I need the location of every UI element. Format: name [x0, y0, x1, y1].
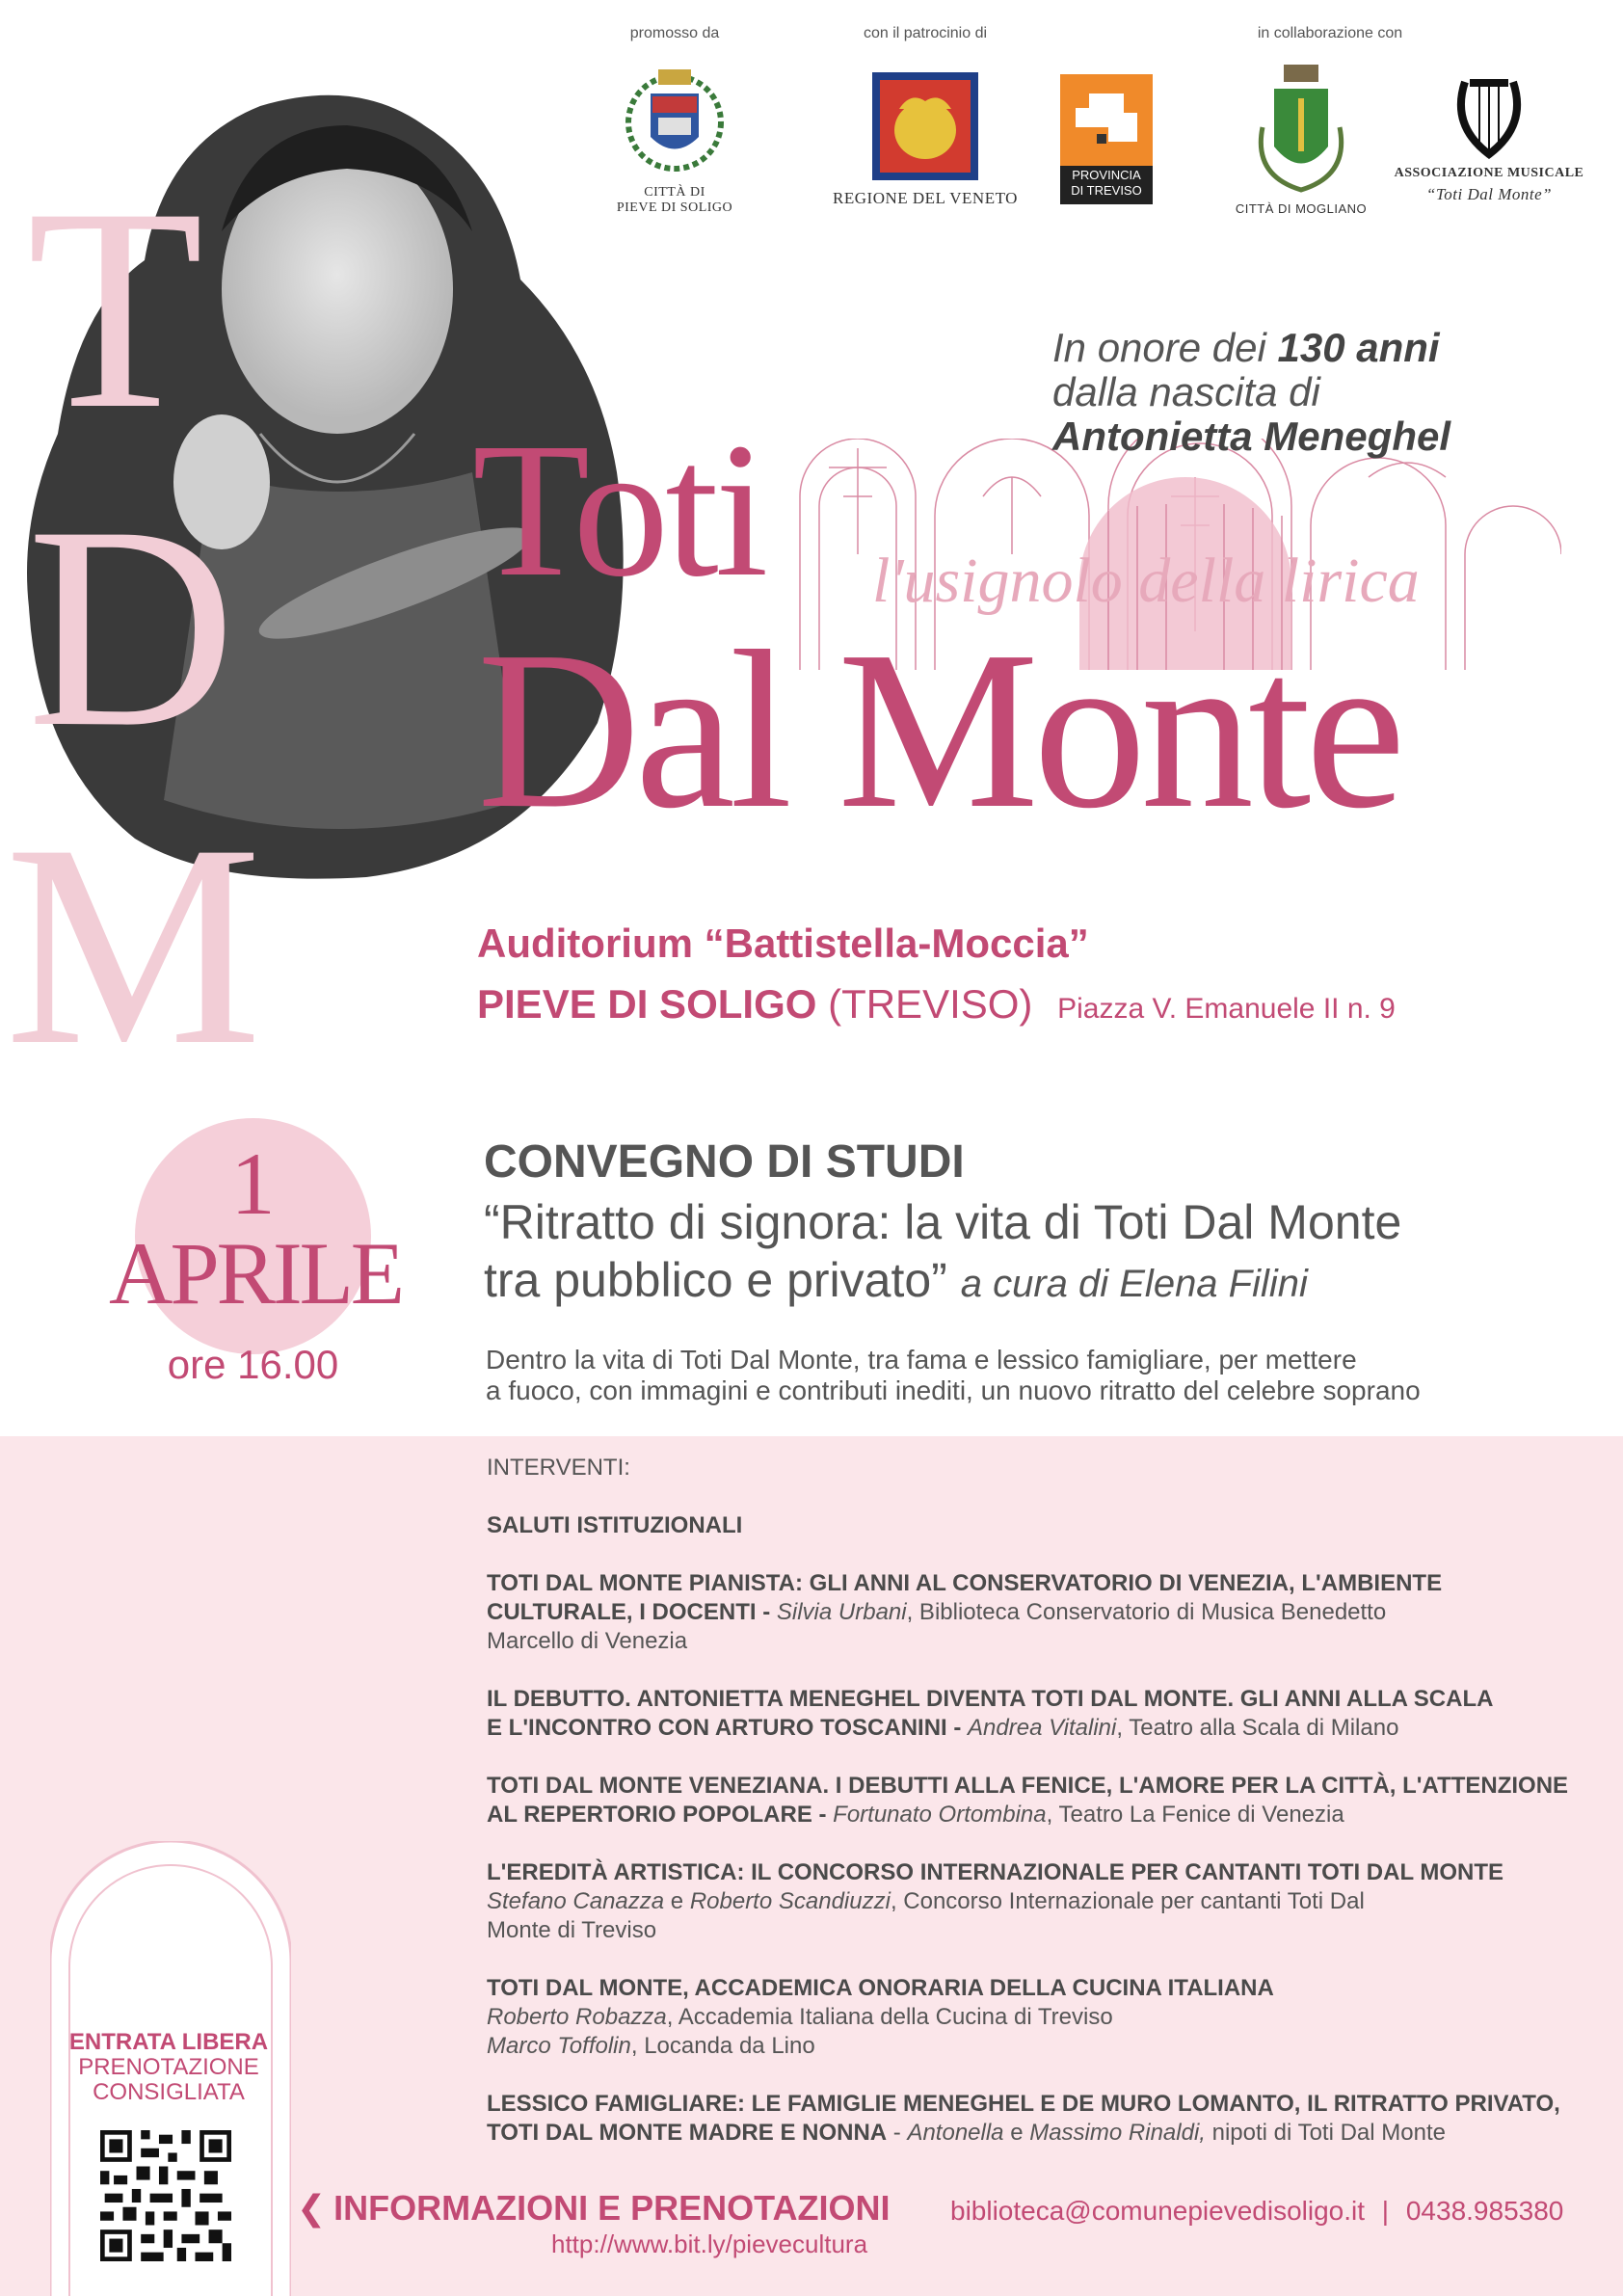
program-item-3: TOTI DAL MONTE VENEZIANA. I DEBUTTI ALLA FENICE, L'AMORE PER LA CITTÀ, L'ATTENZIONE AL REPERTORIO POPOLARE - Fortunato Ortombina, Teatro La Fenice di Venezia: [487, 1773, 1569, 1828]
venue-province: (TREVISO): [828, 981, 1033, 1027]
venue-town-line: [477, 981, 1396, 1028]
convegno-curator: a cura di Elena Filini: [960, 1263, 1308, 1305]
lyre-icon: [1450, 67, 1528, 164]
convegno-subtitle: [484, 1193, 1602, 1313]
info-title-text: INFORMAZIONI E PRENOTAZIONI: [333, 2188, 891, 2228]
promoted-by-caption: promosso da: [629, 25, 720, 41]
treviso-line2: DI TREVISO: [1071, 183, 1142, 198]
title-subtitle: l'usignolo della lirica: [872, 546, 1420, 616]
info-url-link[interactable]: http://www.bit.ly/pievecultura: [551, 2229, 868, 2258]
veneto-name: REGIONE DEL VENETO: [833, 189, 1018, 207]
date-time: ore 16.00: [167, 1342, 339, 1387]
program-item-4: L'EREDITÀ ARTISTICA: IL CONCORSO INTERNAZIONALE PER CANTANTI TOTI DAL MONTE Stefano Canazza e Roberto Scandiuzzi, Concorso Internazionale per cantanti Toti Dal Monte di Treviso: [487, 1859, 1504, 1943]
honor-line2: dalla nascita di: [1052, 369, 1320, 414]
info-title: [297, 2188, 891, 2229]
convegno-sub-line2: tra pubblico e privato”: [484, 1253, 947, 1307]
assoc-line1: ASSOCIAZIONE MUSICALE: [1394, 166, 1584, 180]
program-list: [487, 1454, 1595, 2176]
monogram-m: M: [5, 785, 262, 1105]
honor-name: Antonietta Meneghel: [1052, 414, 1451, 459]
title-dal-monte: Dal Monte: [477, 604, 1400, 855]
mogliano-crest-icon: [1253, 60, 1349, 195]
chevron-left-icon: ❮: [297, 2188, 327, 2228]
honor-line1-prefix: In onore dei: [1052, 325, 1278, 370]
info-separator: |: [1381, 2196, 1390, 2226]
treviso-logo-icon: [1060, 74, 1153, 166]
program-item-1: TOTI DAL MONTE PIANISTA: GLI ANNI AL CONSERVATORIO DI VENEZIA, L'AMBIENTE CULTURALE, I DOCENTI - Silvia Urbani, Biblioteca Conservatorio di Musica Benedetto Marcello di Venezia: [487, 1570, 1443, 1654]
convegno-sub-line1: “Ritratto di signora: la vita di Toti Dal Monte: [484, 1195, 1402, 1249]
convegno-description: [486, 1345, 1604, 1406]
date-day: 1: [230, 1135, 276, 1233]
program-heading: INTERVENTI:: [487, 1455, 630, 1481]
mogliano-name: CITTÀ DI MOGLIANO: [1235, 201, 1368, 216]
program-item-6: LESSICO FAMIGLIARE: LE FAMIGLIE MENEGHEL E DE MURO LOMANTO, IL RITRATTO PRIVATO, TOTI DAL MONTE MADRE E NONNA - Antonella e Massimo Rinaldi, nipoti di Toti Dal Monte: [487, 2091, 1560, 2146]
program-item-saluti: SALUTI ISTITUZIONALI: [487, 1512, 743, 1538]
pieve-line1: CITTÀ DI: [644, 185, 705, 200]
qr-code-icon[interactable]: [100, 2130, 231, 2261]
program-item-5: TOTI DAL MONTE, ACCADEMICA ONORARIA DELLA CUCINA ITALIANA Roberto Robazza, Accademia Italiana della Cucina di Treviso Marco Toffolin, Locanda da Lino: [487, 1975, 1274, 2059]
title-toti: Toti: [472, 404, 765, 617]
monogram-t: T: [27, 148, 204, 468]
entry-booking-line2: CONSIGLIATA: [93, 2079, 245, 2105]
patronage-caption: con il patrocinio di: [863, 25, 988, 41]
collab-caption: in collaborazione con: [1257, 25, 1403, 41]
pieve-line2: PIEVE DI SOLIGO: [616, 200, 733, 215]
monogram-d: D: [27, 467, 236, 787]
venue-address: Piazza V. Emanuele II n. 9: [1057, 993, 1396, 1025]
info-email-link[interactable]: biblioteca@comunepievedisoligo.it: [950, 2196, 1366, 2226]
veneto-lion-icon: [872, 72, 978, 180]
venue-town: PIEVE DI SOLIGO: [477, 981, 817, 1027]
entry-booking-line1: PRENOTAZIONE: [78, 2054, 259, 2080]
info-contact: [950, 2196, 1563, 2227]
convegno-title: CONVEGNO DI STUDI: [484, 1136, 965, 1188]
info-phone[interactable]: 0438.985380: [1405, 2196, 1564, 2226]
convegno-desc-line2: a fuoco, con immagini e contributi inediti, un nuovo ritratto del celebre soprano: [486, 1375, 1421, 1405]
honor-years: 130 anni: [1277, 325, 1440, 370]
program-item-2: IL DEBUTTO. ANTONIETTA MENEGHEL DIVENTA TOTI DAL MONTE. GLI ANNI ALLA SCALA E L'INCONTRO CON ARTURO TOSCANINI - Andrea Vitalini, Teatro alla Scala di Milano: [487, 1686, 1494, 1741]
convegno-desc-line1: Dentro la vita di Toti Dal Monte, tra fama e lessico famigliare, per mettere: [486, 1345, 1357, 1375]
entry-booking: [58, 2055, 279, 2105]
honor-text: [1052, 326, 1450, 459]
pieve-crest-icon: [622, 60, 728, 180]
treviso-line1: PROVINCIA: [1072, 168, 1141, 182]
assoc-line2: “Toti Dal Monte”: [1425, 185, 1553, 203]
venue-name: Auditorium “Battistella-Moccia”: [477, 921, 1089, 966]
date-month: APRILE: [109, 1224, 402, 1322]
entry-free: ENTRATA LIBERA: [68, 2029, 269, 2055]
